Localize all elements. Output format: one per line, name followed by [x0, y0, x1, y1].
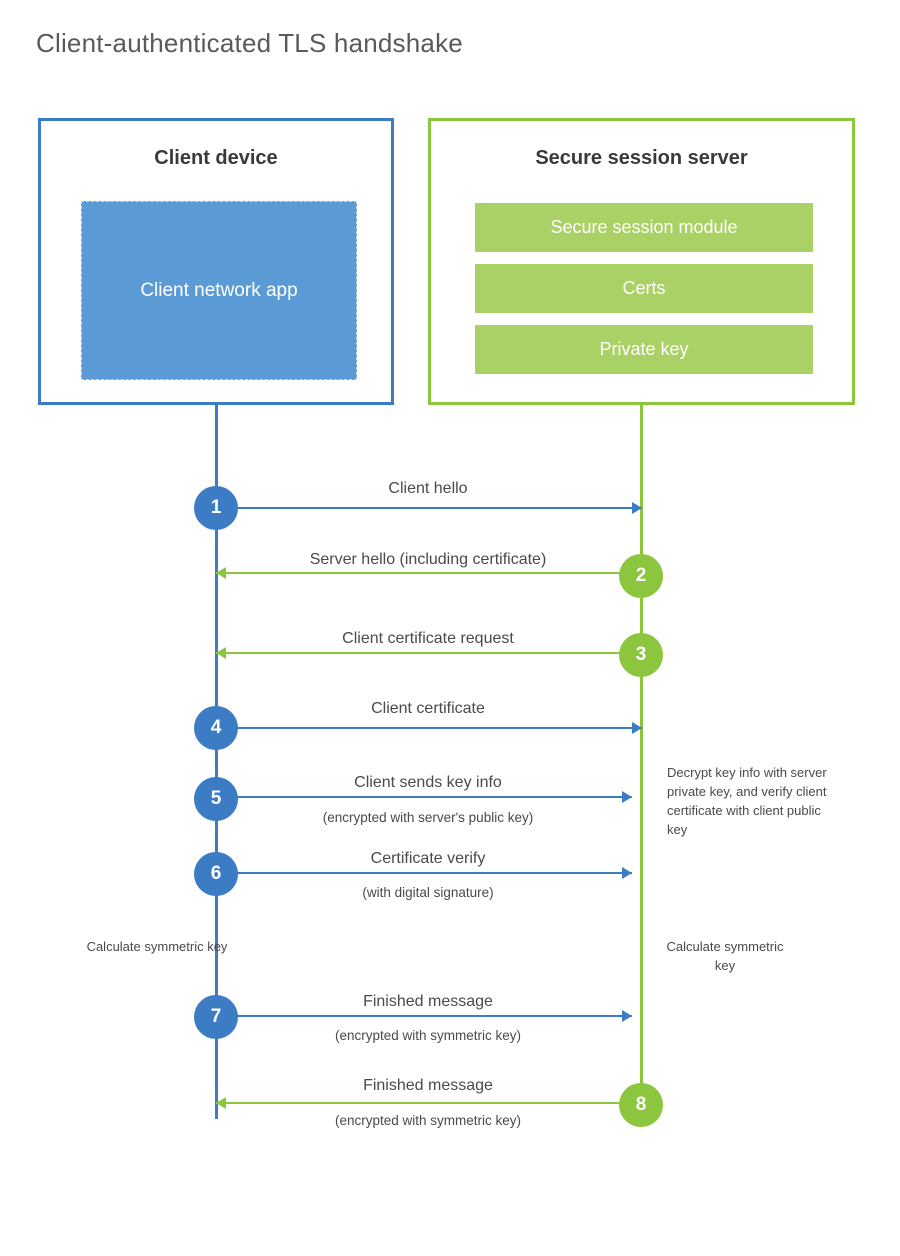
step-1-arrow: [216, 502, 642, 514]
server-component-private-key: Private key: [475, 325, 813, 374]
step-5-marker: 5: [194, 777, 238, 821]
step-8-arrow: [216, 1097, 642, 1109]
client-device-title: Client device: [154, 147, 278, 169]
client-network-app: Client network app: [81, 201, 357, 380]
client-device-box: [38, 118, 394, 405]
step-7-marker: 7: [194, 995, 238, 1039]
step-6-sublabel: (with digital signature): [362, 885, 494, 900]
step-6-marker: 6: [194, 852, 238, 896]
step-5-arrow: [216, 791, 632, 803]
step-4-label: Client certificate: [371, 700, 485, 717]
step-5-label: Client sends key info: [354, 774, 502, 791]
note-server-calculate-symmetric-key: Calculate symmetric key: [666, 939, 784, 973]
step-7-sublabel: (encrypted with symmetric key): [334, 1028, 522, 1043]
step-8-sublabel: (encrypted with symmetric key): [334, 1113, 522, 1128]
step-5-sublabel: (encrypted with server's public key): [322, 810, 534, 825]
server-component-certs: Certs: [475, 264, 813, 313]
step-6-label: Certificate verify: [370, 850, 486, 867]
step-4-arrow: [216, 722, 642, 734]
note-client-calculate-symmetric-key: Calculate symmetric key: [86, 939, 228, 954]
step-3-marker: 3: [619, 633, 663, 677]
step-7-arrow: [216, 1010, 632, 1022]
secure-session-server-title: Secure session server: [535, 147, 748, 169]
step-8-label: Finished message: [363, 1077, 493, 1094]
step-2-marker: 2: [619, 554, 663, 598]
secure-session-server-box: [428, 118, 855, 405]
step-6-arrow: [216, 867, 632, 879]
note-server-decrypt: Decrypt key info with server private key, and verify client certificate with client public key: [667, 765, 827, 837]
step-3-arrow: [216, 647, 642, 659]
server-component-secure-session-module: Secure session module: [475, 203, 813, 252]
step-8-marker: 8: [619, 1083, 663, 1127]
step-2-arrow: [216, 567, 642, 579]
step-4-marker: 4: [194, 706, 238, 750]
step-1-marker: 1: [194, 486, 238, 530]
step-1-label: Client hello: [388, 480, 468, 497]
page-title: Client-authenticated TLS handshake: [36, 28, 463, 58]
step-2-label: Server hello (including certificate): [309, 551, 547, 568]
step-3-label: Client certificate request: [342, 630, 514, 647]
step-7-label: Finished message: [363, 993, 493, 1010]
